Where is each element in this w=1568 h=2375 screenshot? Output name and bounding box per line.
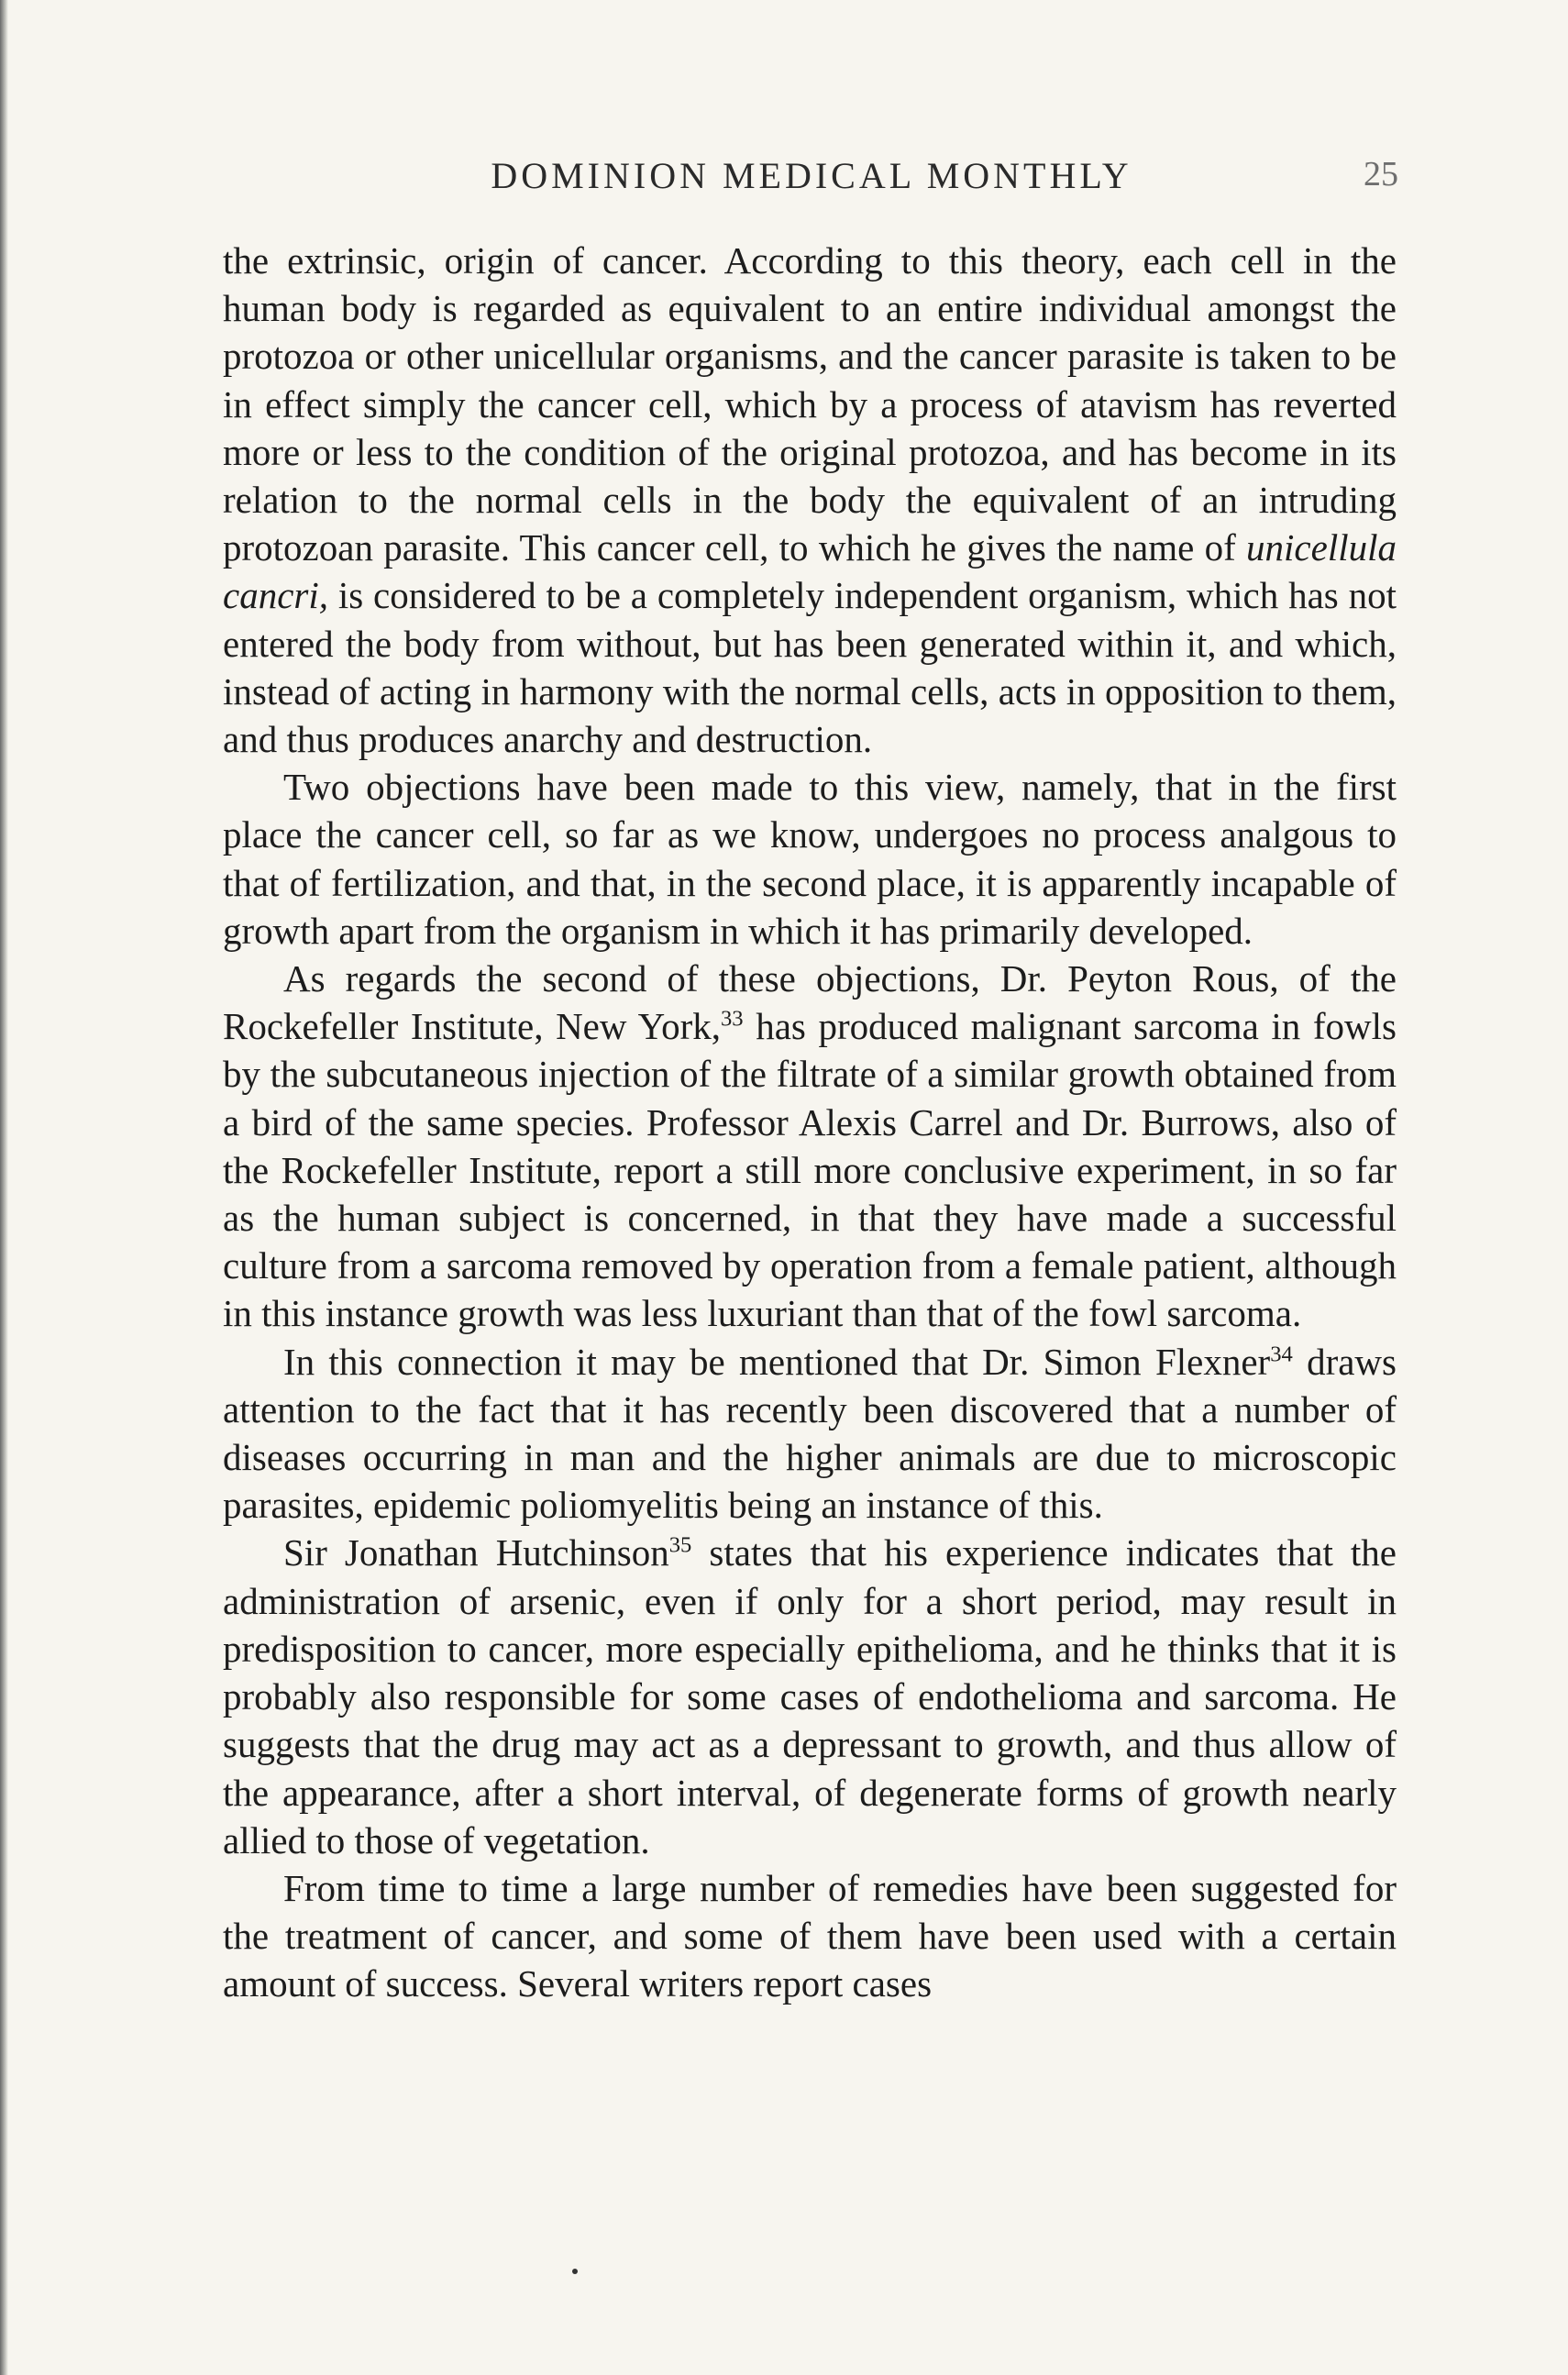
paragraph-2 <box>223 763 1397 955</box>
page-number: 25 <box>1364 155 1398 193</box>
paragraph-5-text: Sir Jonathan Hutchinson <box>283 1531 669 1574</box>
paragraph-2-text: Two objections have been made to this view, namely, that in the first place the cancer cell, so far as we know, undergoes no process analgous to that of fertilization, and that, in the second place, it is apparently incapable of growth apart from the organism in which it has primarily developed. <box>223 766 1397 952</box>
paragraph-3 <box>223 955 1397 1338</box>
paragraph-6 <box>223 1864 1397 2008</box>
paragraph-3-text: As regards the second of these objections, Dr. Peyton Rous, of the Rockefeller Institute, New York, <box>223 957 1397 1048</box>
paragraph-1-text-after: is considered to be a completely independent organism, which has not entered the body from without, but has been generated within it, and which, instead of acting in harmony with the normal cells, acts in opposition to them, and thus produces anarchy and destruction. <box>223 574 1397 761</box>
running-head: DOMINION MEDICAL MONTHLY <box>491 155 1132 196</box>
ink-speck <box>572 2269 578 2274</box>
page-edge <box>0 0 8 2375</box>
paragraph-6-text: From time to time a large number of remedies have been suggested for the treatment of cancer, and some of them have been used with a certain amount of success. Several writers report cases <box>223 1866 1397 2005</box>
paragraph-5-text-after: states that his experience indicates that the administration of arsenic, even if only for a short period, may result in predisposition to cancer, more especially epithelioma, and he thinks that it is probably also responsible for some cases of endothelioma and sarcoma. He suggests that the drug may act as a depressant to growth, and thus allow of the appearance, after a short interval, of degenerate forms of growth nearly allied to those of vegetation. <box>223 1531 1397 1861</box>
paragraph-4 <box>223 1338 1397 1530</box>
italic-term: unicellula cancri, <box>223 526 1397 617</box>
paragraph-1 <box>223 237 1397 763</box>
body-text <box>223 237 1397 2008</box>
paragraph-3-text-after: has produced malignant sarcoma in fowls by the subcutaneous injection of the filtrate of a similar growth obtained from a bird of the same species. Professor Alexis Carrel and Dr. Burrows, also of the Rockefeller Institute, report a still more conclusive experiment, in so far as the human subject is concerned, in that they have made a successful culture from a sarcoma removed by operation from a female patient, although in this instance growth was less luxuriant than that of the fowl sarcoma. <box>223 1005 1397 1335</box>
footnote-ref-33: 33 <box>720 1006 744 1032</box>
paragraph-4-text-after: draws attention to the fact that it has recently been discovered that a number of diseases occurring in man and the higher animals are due to microscopic parasites, epidemic poliomyelitis being an instance of this. <box>223 1340 1397 1527</box>
footnote-ref-34: 34 <box>1270 1342 1293 1367</box>
footnote-ref-35: 35 <box>668 1532 692 1558</box>
page-header <box>225 154 1398 209</box>
paragraph-1-text: the extrinsic, origin of cancer. According to this theory, each cell in the human body is regarded as equivalent to an entire individual amongst the protozoa or other unicellular organisms, and the cancer parasite is taken to be in effect simply the cancer cell, which by a process of atavism has reverted more or less to the condition of the original protozoa, and has become in its relation to the normal cells in the body the equivalent of an intruding protozoan parasite. This cancer cell, to which he gives the name of <box>223 239 1397 569</box>
paragraph-5 <box>223 1529 1397 1863</box>
paragraph-4-text: In this connection it may be mentioned that Dr. Simon Flexner <box>283 1340 1271 1383</box>
